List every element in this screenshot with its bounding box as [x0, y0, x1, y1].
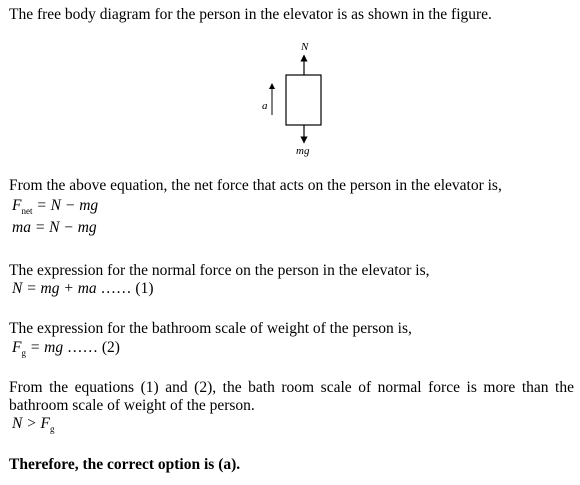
eq-symbol: F	[12, 197, 22, 214]
intro-text: The free body diagram for the person in the elevator is as shown in the figure.	[9, 6, 492, 23]
weight-equation	[12, 339, 120, 362]
eq-body: N = mg + ma	[12, 280, 97, 297]
eq-subscript: g	[21, 348, 26, 358]
eq-rhs: = mg	[25, 339, 64, 356]
eq-subscript: g	[50, 424, 55, 434]
eq-subscript: net	[21, 206, 33, 216]
net-force-text: From the above equation, the net force that acts on the person in the elevator is,	[9, 177, 502, 194]
weight-label: mg	[296, 145, 310, 157]
acceleration-label: a	[262, 100, 268, 112]
comparison-equation	[12, 415, 55, 438]
eq-body: N > F	[12, 415, 51, 432]
eq-rhs: = N − mg	[32, 197, 99, 214]
eq-symbol: F	[12, 339, 22, 356]
free-body-diagram	[250, 40, 340, 162]
net-force-equation	[12, 197, 98, 220]
normal-force-text: The expression for the normal force on the person in the elevator is,	[9, 262, 430, 279]
eq-tag: …… (2)	[63, 339, 120, 356]
comparison-text: From the equations (1) and (2), the bath room scale of normal force is more than the bathroom scale of weight of the person.	[9, 379, 574, 414]
weight-text: The expression for the bathroom scale of weight of the person is,	[9, 320, 412, 337]
conclusion-text: Therefore, the correct option is (a).	[9, 456, 241, 473]
normal-force-label: N	[301, 41, 309, 53]
newton-second-law-equation: ma = N − mg	[12, 219, 97, 236]
eq-tag: …… (1)	[96, 280, 154, 297]
body-box	[286, 75, 321, 125]
normal-force-equation	[12, 280, 153, 298]
